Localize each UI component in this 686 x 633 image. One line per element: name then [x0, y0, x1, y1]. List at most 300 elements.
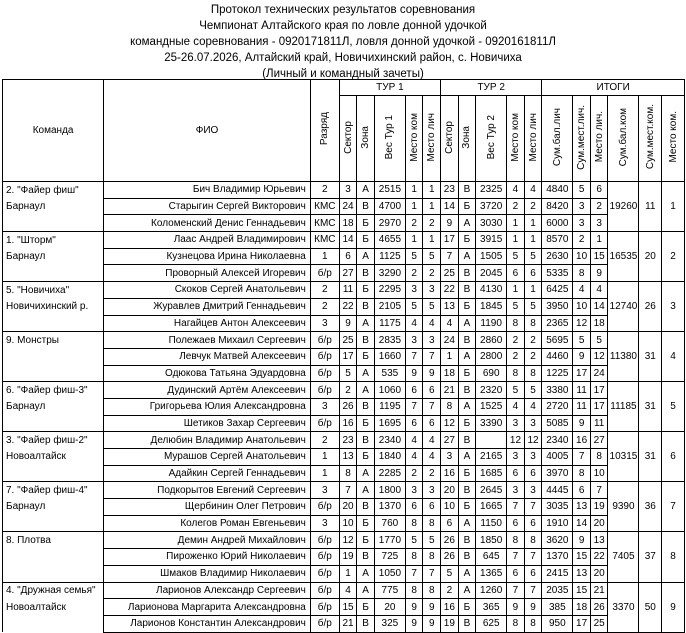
- cell-weight1: 1660: [374, 348, 405, 365]
- team-city: [3, 549, 104, 566]
- participant-name: Ларионова Маргарита Александровна: [104, 599, 311, 616]
- cell-zone1: В: [357, 332, 375, 349]
- cell-zone2: Б: [458, 365, 476, 382]
- team-sum-score: 9390: [608, 482, 639, 532]
- cell-place-team2: 5: [507, 248, 525, 265]
- cell-place-personal2: 5: [524, 298, 542, 315]
- cell-place-personal-total: 18: [590, 315, 608, 332]
- cell-place-team2: 3: [507, 482, 525, 499]
- cell-zone2: А: [458, 348, 476, 365]
- cell-place-personal2: 1: [524, 232, 542, 249]
- team-city: [3, 348, 104, 365]
- table-row: [3, 248, 685, 265]
- participant-name: Лаас Андрей Владимирович: [104, 232, 311, 249]
- table-row: [3, 315, 685, 332]
- cell-rank: КМС: [310, 198, 339, 215]
- cell-place-personal2: 8: [524, 615, 542, 632]
- cell-sum-place-personal: 6: [573, 482, 591, 499]
- cell-sum-score-personal: 4840: [542, 182, 573, 199]
- team-name: 8. Плотва: [3, 532, 104, 549]
- table-row: [3, 365, 685, 382]
- cell-place-team1: 8: [405, 582, 423, 599]
- team-place: 9: [662, 582, 685, 632]
- cell-zone1: А: [357, 465, 375, 482]
- cell-place-team2: 1: [507, 215, 525, 232]
- cell-place-team2: 3: [507, 415, 525, 432]
- cell-place-personal2: 2: [524, 348, 542, 365]
- cell-sector2: 17: [441, 232, 459, 249]
- cell-zone2: А: [458, 398, 476, 415]
- cell-sector1: 14: [339, 232, 357, 249]
- cell-rank: б/р: [310, 265, 339, 282]
- cell-zone2: А: [458, 315, 476, 332]
- table-row: [3, 515, 685, 532]
- cell-place-personal2: 9: [524, 599, 542, 616]
- cell-place-personal1: 9: [423, 599, 441, 616]
- col-place-personal1: Место лич: [426, 112, 438, 162]
- cell-zone2: В: [458, 615, 476, 632]
- cell-place-team1: 4: [405, 315, 423, 332]
- cell-place-personal2: 1: [524, 282, 542, 299]
- cell-sector2: 19: [441, 615, 459, 632]
- table-row: [3, 298, 685, 315]
- cell-weight2: 3720: [476, 198, 507, 215]
- cell-zone1: А: [357, 182, 375, 199]
- cell-place-personal-total: 2: [590, 198, 608, 215]
- team-cell-empty: [3, 415, 104, 432]
- cell-sector2: 1: [441, 348, 459, 365]
- cell-weight1: 1695: [374, 415, 405, 432]
- cell-place-team2: 6: [507, 265, 525, 282]
- cell-place-team2: 2: [507, 198, 525, 215]
- cell-place-team2: 8: [507, 315, 525, 332]
- cell-place-personal1: 7: [423, 398, 441, 415]
- cell-place-personal1: 9: [423, 615, 441, 632]
- cell-weight2: 2800: [476, 348, 507, 365]
- cell-weight1: 20: [374, 599, 405, 616]
- cell-zone2: В: [458, 532, 476, 549]
- cell-sector2: 10: [441, 499, 459, 516]
- cell-place-personal-total: 4: [590, 282, 608, 299]
- cell-place-team1: 9: [405, 365, 423, 382]
- cell-zone2: Б: [458, 232, 476, 249]
- cell-sector2: 12: [441, 415, 459, 432]
- team-sum-place: 31: [639, 332, 662, 382]
- cell-sector2: 16: [441, 465, 459, 482]
- table-row: [3, 599, 685, 616]
- cell-sector1: 24: [339, 198, 357, 215]
- team-place: 2: [662, 232, 685, 282]
- cell-weight1: 3290: [374, 265, 405, 282]
- cell-zone1: А: [357, 365, 375, 382]
- cell-rank: б/р: [310, 365, 339, 382]
- cell-rank: 3: [310, 315, 339, 332]
- cell-place-personal1: 5: [423, 532, 441, 549]
- team-sum-score: 11380: [608, 332, 639, 382]
- cell-place-personal-total: 15: [590, 248, 608, 265]
- cell-rank: б/р: [310, 532, 339, 549]
- cell-zone1: Б: [357, 232, 375, 249]
- cell-sector1: 21: [339, 615, 357, 632]
- cell-weight2: 365: [476, 599, 507, 616]
- cell-place-personal-total: 26: [590, 599, 608, 616]
- cell-place-personal2: 7: [524, 499, 542, 516]
- team-city: Новоалтайск: [3, 449, 104, 466]
- cell-sum-score-personal: 950: [542, 615, 573, 632]
- col-tour2: ТУР 2: [441, 80, 542, 96]
- cell-place-personal2: 2: [524, 332, 542, 349]
- cell-place-personal1: 5: [423, 298, 441, 315]
- table-row: [3, 532, 685, 549]
- cell-sector1: 26: [339, 398, 357, 415]
- cell-place-personal2: 7: [524, 582, 542, 599]
- cell-place-personal1: 8: [423, 549, 441, 566]
- cell-weight2: 690: [476, 365, 507, 382]
- cell-place-personal1: 6: [423, 382, 441, 399]
- cell-rank: 2: [310, 282, 339, 299]
- cell-sum-place-personal: 8: [573, 265, 591, 282]
- header-championship: Чемпионат Алтайского края по ловле донной удочкой: [199, 20, 487, 32]
- cell-weight2: [476, 432, 507, 449]
- cell-place-personal-total: 8: [590, 449, 608, 466]
- cell-weight2: 1365: [476, 565, 507, 582]
- cell-zone1: Б: [357, 599, 375, 616]
- col-sector2: Сектор: [443, 120, 455, 154]
- team-cell-empty: [3, 565, 104, 582]
- cell-sector2: 8: [441, 398, 459, 415]
- cell-rank: 3: [310, 482, 339, 499]
- cell-place-personal1: 4: [423, 449, 441, 466]
- cell-sum-place-personal: 15: [573, 582, 591, 599]
- cell-place-personal-total: 20: [590, 515, 608, 532]
- cell-place-team2: 6: [507, 565, 525, 582]
- cell-weight1: 1060: [374, 382, 405, 399]
- cell-sector1: 11: [339, 282, 357, 299]
- team-city: Барнаул: [3, 398, 104, 415]
- participant-name: Проворный Алексей Игоревич: [104, 265, 311, 282]
- cell-place-personal-total: 25: [590, 615, 608, 632]
- cell-weight2: 625: [476, 615, 507, 632]
- cell-sector2: 25: [441, 265, 459, 282]
- table-row: [3, 449, 685, 466]
- cell-sector2: 23: [441, 182, 459, 199]
- cell-sum-place-personal: 9: [573, 415, 591, 432]
- cell-zone1: А: [357, 382, 375, 399]
- cell-sum-score-personal: 1225: [542, 365, 573, 382]
- cell-sum-place-personal: 18: [573, 599, 591, 616]
- cell-weight2: 1525: [476, 398, 507, 415]
- cell-sector1: 27: [339, 265, 357, 282]
- col-team: Команда: [3, 80, 104, 182]
- cell-place-personal-total: 24: [590, 365, 608, 382]
- cell-weight1: 4700: [374, 198, 405, 215]
- cell-sector2: 16: [441, 599, 459, 616]
- team-city: Новичихинский р.: [3, 298, 104, 315]
- team-name: 4. "Дружная семья": [3, 582, 104, 599]
- cell-sector1: 15: [339, 599, 357, 616]
- cell-weight2: 2320: [476, 382, 507, 399]
- cell-rank: б/р: [310, 549, 339, 566]
- table-row: [3, 499, 685, 516]
- cell-weight2: 3915: [476, 232, 507, 249]
- cell-sum-score-personal: 4005: [542, 449, 573, 466]
- cell-sum-score-personal: 3620: [542, 532, 573, 549]
- cell-place-team1: 3: [405, 482, 423, 499]
- cell-sector2: 21: [441, 382, 459, 399]
- cell-zone2: А: [458, 515, 476, 532]
- cell-sum-place-personal: 12: [573, 315, 591, 332]
- col-sum-place-team: Сум.мест.ком.: [644, 104, 656, 170]
- table-row: [3, 615, 685, 632]
- cell-sum-place-personal: 14: [573, 515, 591, 532]
- header-title: Протокол технических результатов соревнования: [210, 4, 476, 16]
- cell-sector2: 2: [441, 582, 459, 599]
- participant-name: Григорьева Юлия Александровна: [104, 398, 311, 415]
- cell-sector1: 3: [339, 182, 357, 199]
- cell-weight1: 2835: [374, 332, 405, 349]
- cell-sector2: 3: [441, 449, 459, 466]
- cell-zone1: В: [357, 499, 375, 516]
- cell-sum-place-personal: 13: [573, 499, 591, 516]
- cell-sector2: 24: [441, 332, 459, 349]
- cell-zone2: В: [458, 432, 476, 449]
- table-row: [3, 332, 685, 349]
- col-zone2: Зона: [461, 125, 473, 149]
- col-sum-place-personal: Сум.мест.лич.: [576, 104, 588, 170]
- cell-place-personal-total: 7: [590, 482, 608, 499]
- team-sum-place: 11: [639, 182, 662, 232]
- cell-weight2: 645: [476, 549, 507, 566]
- cell-place-team1: 6: [405, 382, 423, 399]
- team-cell-empty: [3, 615, 104, 632]
- cell-place-team1: 7: [405, 398, 423, 415]
- cell-sector1: 2: [339, 382, 357, 399]
- cell-rank: б/р: [310, 582, 339, 599]
- cell-weight2: 1665: [476, 499, 507, 516]
- cell-place-personal-total: 17: [590, 398, 608, 415]
- cell-weight2: 2325: [476, 182, 507, 199]
- cell-rank: 3: [310, 515, 339, 532]
- cell-sector2: 6: [441, 515, 459, 532]
- participant-name: Шмаков Владимир Николаевич: [104, 565, 311, 582]
- cell-place-team2: 9: [507, 599, 525, 616]
- cell-place-personal2: 3: [524, 449, 542, 466]
- cell-sector1: 25: [339, 332, 357, 349]
- team-place: 8: [662, 532, 685, 582]
- cell-zone1: В: [357, 265, 375, 282]
- cell-zone1: Б: [357, 215, 375, 232]
- team-place: 4: [662, 332, 685, 382]
- cell-sector1: 20: [339, 499, 357, 516]
- cell-place-team1: 2: [405, 465, 423, 482]
- cell-place-team2: 7: [507, 582, 525, 599]
- cell-rank: б/р: [310, 565, 339, 582]
- cell-zone2: А: [458, 565, 476, 582]
- participant-name: Кузнецова Ирина Николаевна: [104, 248, 311, 265]
- cell-sum-place-personal: 11: [573, 382, 591, 399]
- table-row: [3, 582, 685, 599]
- participant-name: Дудинский Артём Алексеевич: [104, 382, 311, 399]
- cell-rank: КМС: [310, 215, 339, 232]
- cell-place-personal1: 7: [423, 348, 441, 365]
- participant-name: Демин Андрей Михайлович: [104, 532, 311, 549]
- team-name: 3. "Файер фиш-2": [3, 432, 104, 449]
- cell-place-personal2: 4: [524, 398, 542, 415]
- cell-weight2: 1190: [476, 315, 507, 332]
- team-cell-empty: [3, 515, 104, 532]
- cell-sector2: 7: [441, 248, 459, 265]
- team-name: 9. Монстры: [3, 332, 104, 349]
- table-row: [3, 265, 685, 282]
- cell-place-team1: 2: [405, 265, 423, 282]
- cell-rank: б/р: [310, 499, 339, 516]
- cell-sector1: 18: [339, 215, 357, 232]
- cell-place-personal-total: 17: [590, 382, 608, 399]
- cell-sum-place-personal: 13: [573, 565, 591, 582]
- cell-sector1: 17: [339, 348, 357, 365]
- cell-rank: 1: [310, 465, 339, 482]
- cell-sum-place-personal: 2: [573, 232, 591, 249]
- cell-place-personal-total: 21: [590, 582, 608, 599]
- col-sum-score-team: Сум.бал.ком: [617, 107, 629, 167]
- cell-zone2: В: [458, 282, 476, 299]
- cell-weight2: 3390: [476, 415, 507, 432]
- cell-sector1: 1: [339, 565, 357, 582]
- cell-zone1: А: [357, 565, 375, 582]
- cell-zone2: Б: [458, 198, 476, 215]
- cell-sum-place-personal: 17: [573, 365, 591, 382]
- table-row: [3, 182, 685, 199]
- cell-weight1: 1125: [374, 248, 405, 265]
- team-place: 6: [662, 432, 685, 482]
- col-sum-score-personal: Сум.бал.лич: [551, 107, 563, 167]
- cell-sum-score-personal: 3970: [542, 465, 573, 482]
- cell-place-personal1: 3: [423, 332, 441, 349]
- team-name: 5. "Новичиха": [3, 282, 104, 299]
- cell-weight1: 1050: [374, 565, 405, 582]
- cell-place-team1: 3: [405, 332, 423, 349]
- cell-place-team2: 1: [507, 232, 525, 249]
- participant-name: Коломенский Денис Геннадьевич: [104, 215, 311, 232]
- cell-place-personal-total: 13: [590, 532, 608, 549]
- cell-place-personal1: 3: [423, 282, 441, 299]
- cell-zone1: Б: [357, 282, 375, 299]
- cell-weight2: 1505: [476, 248, 507, 265]
- cell-weight2: 1260: [476, 582, 507, 599]
- cell-place-team1: 5: [405, 248, 423, 265]
- cell-rank: б/р: [310, 332, 339, 349]
- cell-place-personal2: 6: [524, 515, 542, 532]
- cell-zone1: В: [357, 615, 375, 632]
- cell-place-personal1: 7: [423, 565, 441, 582]
- cell-weight2: 2645: [476, 482, 507, 499]
- participant-name: Щербинин Олег Петрович: [104, 499, 311, 516]
- cell-place-personal1: 8: [423, 515, 441, 532]
- cell-place-personal1: 2: [423, 265, 441, 282]
- cell-place-team2: 8: [507, 615, 525, 632]
- team-cell-empty: [3, 365, 104, 382]
- cell-sector2: 20: [441, 482, 459, 499]
- team-sum-place: 26: [639, 282, 662, 332]
- cell-zone1: В: [357, 198, 375, 215]
- cell-zone1: В: [357, 549, 375, 566]
- cell-sector1: 4: [339, 582, 357, 599]
- cell-weight1: 1370: [374, 499, 405, 516]
- team-city: Барнаул: [3, 248, 104, 265]
- cell-place-team1: 4: [405, 432, 423, 449]
- col-weight1: Вес Тур 1: [384, 114, 396, 160]
- cell-weight1: 1800: [374, 482, 405, 499]
- cell-sum-score-personal: 6425: [542, 282, 573, 299]
- cell-place-team2: 1: [507, 282, 525, 299]
- cell-place-personal1: 2: [423, 465, 441, 482]
- cell-place-personal1: 9: [423, 365, 441, 382]
- cell-zone1: В: [357, 298, 375, 315]
- cell-sum-score-personal: 2720: [542, 398, 573, 415]
- cell-sector1: 10: [339, 515, 357, 532]
- cell-place-personal-total: 22: [590, 549, 608, 566]
- cell-place-personal2: 1: [524, 215, 542, 232]
- cell-rank: 3: [310, 398, 339, 415]
- col-place-team1: Место ком: [408, 112, 420, 162]
- cell-weight2: 2165: [476, 449, 507, 466]
- participant-name: Адайкин Сергей Геннадьевич: [104, 465, 311, 482]
- team-cell-empty: [3, 465, 104, 482]
- cell-zone2: А: [458, 582, 476, 599]
- cell-sector1: 9: [339, 315, 357, 332]
- table-row: [3, 215, 685, 232]
- cell-place-team2: 5: [507, 382, 525, 399]
- cell-zone2: В: [458, 265, 476, 282]
- cell-weight1: 2970: [374, 215, 405, 232]
- cell-rank: 2: [310, 298, 339, 315]
- cell-sum-score-personal: 2365: [542, 315, 573, 332]
- cell-sum-place-personal: 3: [573, 215, 591, 232]
- table-row: [3, 415, 685, 432]
- cell-place-team1: 1: [405, 198, 423, 215]
- cell-place-personal-total: 14: [590, 298, 608, 315]
- cell-sum-place-personal: 9: [573, 348, 591, 365]
- team-name: 2. "Файер фиш": [3, 182, 104, 199]
- cell-rank: б/р: [310, 615, 339, 632]
- cell-place-team1: 3: [405, 282, 423, 299]
- cell-place-team1: 8: [405, 515, 423, 532]
- cell-sector2: 4: [441, 315, 459, 332]
- cell-weight2: 1850: [476, 532, 507, 549]
- table-row: [3, 432, 685, 449]
- cell-zone1: Б: [357, 515, 375, 532]
- participant-name: Одюкова Татьяна Эдуардовна: [104, 365, 311, 382]
- cell-sum-place-personal: 8: [573, 465, 591, 482]
- header-codes: командные соревнования - 0920171811Л, ловля донной удочкой - 0920161811Л: [130, 36, 556, 48]
- col-weight2: Вес Тур 2: [485, 114, 497, 160]
- cell-sector1: 23: [339, 432, 357, 449]
- cell-zone1: А: [357, 248, 375, 265]
- cell-place-team2: 7: [507, 499, 525, 516]
- cell-sum-place-personal: 9: [573, 532, 591, 549]
- team-sum-score: 12740: [608, 282, 639, 332]
- cell-sector1: 13: [339, 449, 357, 466]
- results-table: [2, 79, 685, 633]
- cell-place-personal2: 5: [524, 248, 542, 265]
- table-row: [3, 465, 685, 482]
- cell-sum-score-personal: 1910: [542, 515, 573, 532]
- cell-place-team1: 6: [405, 415, 423, 432]
- team-sum-place: 31: [639, 432, 662, 482]
- cell-weight2: 1150: [476, 515, 507, 532]
- cell-sum-place-personal: 16: [573, 432, 591, 449]
- cell-place-team2: 8: [507, 365, 525, 382]
